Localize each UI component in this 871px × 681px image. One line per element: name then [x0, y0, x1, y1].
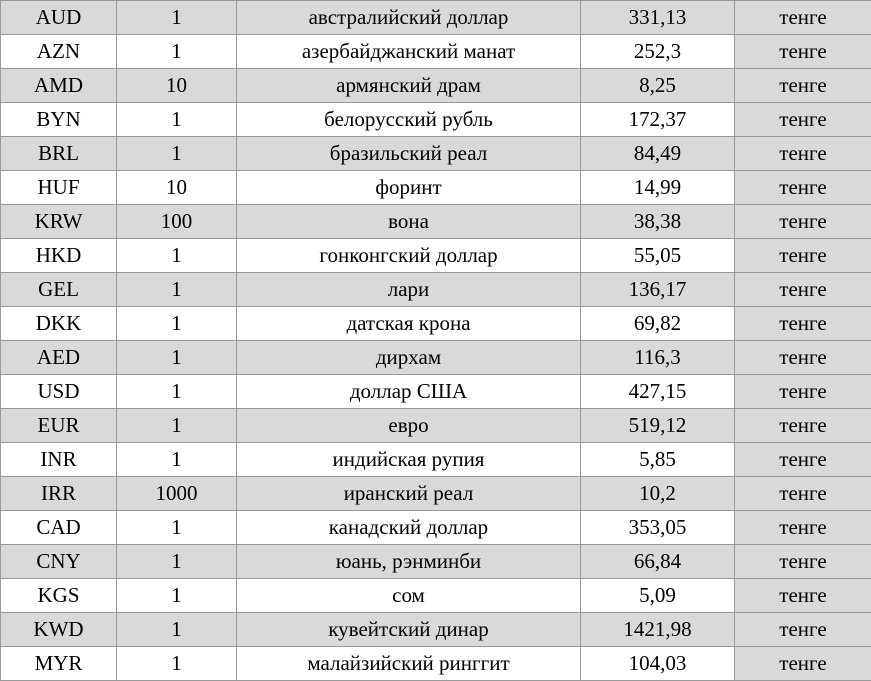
currency-code-cell: KGS	[1, 579, 117, 613]
currency-unit-cell: тенге	[735, 341, 871, 375]
currency-units-cell: 1	[117, 545, 237, 579]
currency-units-cell: 1	[117, 511, 237, 545]
currency-rate-cell: 331,13	[581, 1, 735, 35]
currency-code-cell: HUF	[1, 171, 117, 205]
currency-rate-cell: 8,25	[581, 69, 735, 103]
currency-rate-cell: 14,99	[581, 171, 735, 205]
table-row	[1, 171, 871, 205]
currency-unit-cell: тенге	[735, 307, 871, 341]
currency-unit-cell: тенге	[735, 137, 871, 171]
table-row	[1, 103, 871, 137]
currency-rate-cell: 116,3	[581, 341, 735, 375]
currency-units-cell: 1	[117, 307, 237, 341]
currency-code-cell: HKD	[1, 239, 117, 273]
currency-rate-cell: 427,15	[581, 375, 735, 409]
table-row	[1, 273, 871, 307]
currency-rates-body	[1, 1, 871, 681]
currency-rate-cell: 104,03	[581, 647, 735, 681]
currency-name-cell: австралийский доллар	[237, 1, 581, 35]
currency-units-cell: 1	[117, 647, 237, 681]
currency-code-cell: CNY	[1, 545, 117, 579]
currency-unit-cell: тенге	[735, 613, 871, 647]
table-row	[1, 205, 871, 239]
currency-code-cell: IRR	[1, 477, 117, 511]
currency-units-cell: 1	[117, 1, 237, 35]
table-row	[1, 579, 871, 613]
currency-name-cell: азербайджанский манат	[237, 35, 581, 69]
currency-code-cell: AZN	[1, 35, 117, 69]
currency-name-cell: бразильский реал	[237, 137, 581, 171]
currency-rate-cell: 66,84	[581, 545, 735, 579]
currency-unit-cell: тенге	[735, 647, 871, 681]
currency-rate-cell: 38,38	[581, 205, 735, 239]
currency-name-cell: армянский драм	[237, 69, 581, 103]
table-row	[1, 137, 871, 171]
currency-rate-cell: 1421,98	[581, 613, 735, 647]
currency-units-cell: 1	[117, 613, 237, 647]
table-row	[1, 511, 871, 545]
currency-code-cell: MYR	[1, 647, 117, 681]
currency-rate-cell: 252,3	[581, 35, 735, 69]
table-row	[1, 341, 871, 375]
currency-units-cell: 1	[117, 409, 237, 443]
currency-name-cell: кувейтский динар	[237, 613, 581, 647]
currency-unit-cell: тенге	[735, 545, 871, 579]
currency-code-cell: BYN	[1, 103, 117, 137]
currency-unit-cell: тенге	[735, 35, 871, 69]
currency-units-cell: 1	[117, 239, 237, 273]
currency-unit-cell: тенге	[735, 477, 871, 511]
currency-units-cell: 1	[117, 137, 237, 171]
currency-unit-cell: тенге	[735, 409, 871, 443]
currency-name-cell: белорусский рубль	[237, 103, 581, 137]
currency-rate-cell: 55,05	[581, 239, 735, 273]
currency-units-cell: 100	[117, 205, 237, 239]
currency-unit-cell: тенге	[735, 171, 871, 205]
currency-name-cell: форинт	[237, 171, 581, 205]
currency-rate-cell: 5,09	[581, 579, 735, 613]
table-row	[1, 613, 871, 647]
table-row	[1, 409, 871, 443]
currency-units-cell: 1	[117, 103, 237, 137]
currency-name-cell: индийская рупия	[237, 443, 581, 477]
currency-rate-cell: 84,49	[581, 137, 735, 171]
currency-code-cell: EUR	[1, 409, 117, 443]
currency-unit-cell: тенге	[735, 239, 871, 273]
currency-unit-cell: тенге	[735, 511, 871, 545]
currency-name-cell: юань, рэнминби	[237, 545, 581, 579]
currency-units-cell: 10	[117, 171, 237, 205]
currency-code-cell: CAD	[1, 511, 117, 545]
currency-rate-cell: 69,82	[581, 307, 735, 341]
table-row	[1, 69, 871, 103]
currency-unit-cell: тенге	[735, 1, 871, 35]
currency-code-cell: DKK	[1, 307, 117, 341]
table-row	[1, 307, 871, 341]
currency-name-cell: канадский доллар	[237, 511, 581, 545]
currency-rate-cell: 519,12	[581, 409, 735, 443]
currency-rate-cell: 172,37	[581, 103, 735, 137]
currency-rate-cell: 353,05	[581, 511, 735, 545]
currency-name-cell: датская крона	[237, 307, 581, 341]
table-row	[1, 647, 871, 681]
currency-units-cell: 1	[117, 341, 237, 375]
currency-name-cell: дирхам	[237, 341, 581, 375]
currency-name-cell: лари	[237, 273, 581, 307]
currency-unit-cell: тенге	[735, 443, 871, 477]
table-row	[1, 1, 871, 35]
currency-code-cell: GEL	[1, 273, 117, 307]
table-row	[1, 239, 871, 273]
currency-code-cell: KRW	[1, 205, 117, 239]
currency-code-cell: AED	[1, 341, 117, 375]
currency-units-cell: 1	[117, 35, 237, 69]
table-row	[1, 375, 871, 409]
currency-rate-cell: 136,17	[581, 273, 735, 307]
currency-code-cell: BRL	[1, 137, 117, 171]
table-row	[1, 443, 871, 477]
currency-name-cell: сом	[237, 579, 581, 613]
currency-units-cell: 1000	[117, 477, 237, 511]
currency-units-cell: 1	[117, 375, 237, 409]
currency-unit-cell: тенге	[735, 273, 871, 307]
currency-rate-cell: 10,2	[581, 477, 735, 511]
currency-name-cell: доллар США	[237, 375, 581, 409]
currency-code-cell: USD	[1, 375, 117, 409]
currency-name-cell: гонконгский доллар	[237, 239, 581, 273]
currency-units-cell: 1	[117, 579, 237, 613]
currency-name-cell: малайзийский ринггит	[237, 647, 581, 681]
currency-unit-cell: тенге	[735, 375, 871, 409]
currency-units-cell: 1	[117, 443, 237, 477]
currency-unit-cell: тенге	[735, 103, 871, 137]
currency-name-cell: евро	[237, 409, 581, 443]
table-row	[1, 545, 871, 579]
currency-unit-cell: тенге	[735, 69, 871, 103]
currency-units-cell: 10	[117, 69, 237, 103]
currency-code-cell: AUD	[1, 1, 117, 35]
currency-unit-cell: тенге	[735, 579, 871, 613]
table-row	[1, 35, 871, 69]
currency-name-cell: иранский реал	[237, 477, 581, 511]
currency-units-cell: 1	[117, 273, 237, 307]
currency-rate-cell: 5,85	[581, 443, 735, 477]
currency-unit-cell: тенге	[735, 205, 871, 239]
currency-name-cell: вона	[237, 205, 581, 239]
currency-code-cell: INR	[1, 443, 117, 477]
currency-code-cell: AMD	[1, 69, 117, 103]
currency-code-cell: KWD	[1, 613, 117, 647]
table-row	[1, 477, 871, 511]
